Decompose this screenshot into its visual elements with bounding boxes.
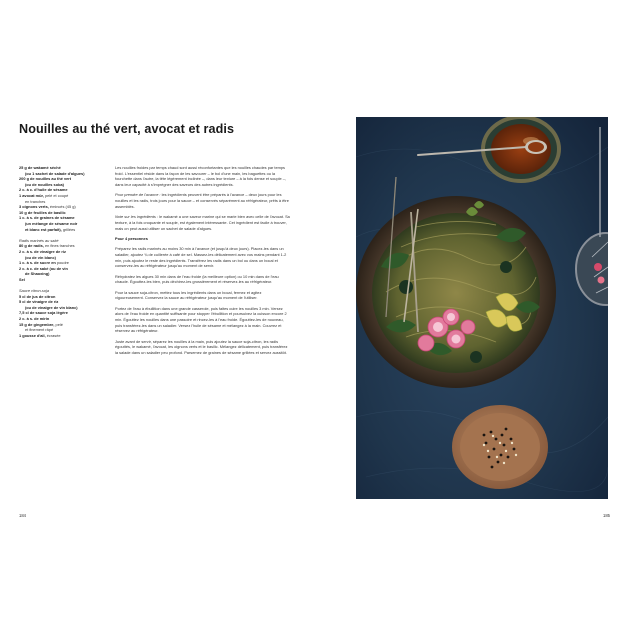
ingredient-name: 5 cl de jus de citron — [19, 293, 56, 299]
ingredient-name: 2 c. à c. d'huile de sésame — [19, 187, 68, 193]
page-number-left: 184 — [19, 513, 26, 518]
method-step: Juste avant de servir, séparez les nouilles à la main, puis ajoutez la sauce soja-citron, les radis égouttés, le wakamé, l'avocat, les oignons verts et le basilic. Mélangez délicatement, puis transférez la salade dans un saladier peu profond. Parsemez de graines de sésame grillées et servez aussitôt. — [115, 338, 288, 356]
note-advance — [115, 192, 291, 209]
ingredient-detail: émincés (45 g) — [48, 204, 76, 210]
ingredient-name: (un mélange de sésame noir — [25, 220, 78, 226]
ingredient-detail: pelé — [54, 321, 63, 327]
ingredient-name: de Shaoxing) — [25, 271, 50, 277]
ingredient-name: 5 cl de vinaigre de riz — [19, 299, 59, 305]
ingredient-name: (ou de vinaigre de vin blanc) — [25, 304, 78, 310]
recipe-title: Nouilles au thé vert, avocat et radis — [19, 122, 235, 136]
note-ingredients-text: le wakamé a une saveur marine qui se marie bien avec celle de l'avocat. Sa texture, à la fois croquante et souple, est également intéressante. Cet ingrédient est facile à trouver, mais on peut aussi utiliser un sachet de salade d'algues. — [115, 214, 290, 231]
sauce-heading: Sauce citron-soja — [19, 288, 50, 294]
ingredient-name: (ou 1 sachet de salade d'algues) — [25, 170, 85, 176]
method-step: Portez de l'eau à ébullition dans une grande casserole, puis faites cuire les nouilles 3 min. Versez alors de l'eau froide en quantité suffisante pour stopper l'ébullition et poursuivez la cuisson encore 2 min. Égouttez les nouilles dans une passoire et rincez-les à l'eau froide. Égouttez-les de nouveau, puis transférez-les dans un saladier. Versez l'huile de sésame et mélangez à la main. Couvrez et réservez au réfrigérateur. — [115, 305, 287, 334]
ingredient-detail: grillées — [61, 226, 76, 232]
ingredient-name: 3 oignons verts, — [19, 204, 49, 210]
note-ingredients — [115, 214, 291, 231]
ingredient-name: 1 gousse d'ail, — [19, 332, 46, 338]
ingredient-detail: en fines tranches — [43, 243, 75, 249]
radis-heading: Radis marinés au saké — [19, 237, 59, 243]
ingredient-name: 15 g de gingembre, — [19, 321, 55, 327]
ingredient-name: 80 g de radis, — [19, 243, 44, 249]
page-number-right: 185 — [603, 513, 610, 518]
ingredient-name: et blanc est parfait), — [25, 226, 62, 232]
ingredients-sauce — [19, 294, 109, 339]
ingredient-list — [19, 165, 109, 338]
ingredient-detail: et finement râpé — [25, 327, 54, 333]
ingredient-name: (ou de vin blanc) — [25, 254, 56, 260]
recipe-body — [115, 165, 291, 360]
ingredient-name: 2 c. à s. de vinaigre de riz — [19, 248, 66, 254]
ingredients-radis — [19, 243, 109, 282]
ingredient-name: (ou de nouilles soba) — [25, 181, 64, 187]
intro-paragraph: Les nouilles froides par temps chaud sont aussi réconfortantes que les nouilles chaudes par temps froid. L'essentiel réside dans la façon de les savourer – le bol d'une main, les baguettes ou la fourchette dans l'autre, la tête légèrement inclinée –, dans leur texture – à la fois dense et souple –, dans leur capacité à s'imprégner des saveurs des autres ingrédients. — [115, 165, 286, 188]
method-step: Réhydratez les algues 30 min dans de l'eau froide (la meilleure option) ou 10 min dans de l'eau chaude. Égouttez-les bien, puis déchirez-les grossièrement et réservez-les au réfrigérateur. — [115, 273, 279, 285]
ingredient-name: 1 c. à s. de sucre en — [19, 260, 56, 266]
note-advance-text: les ingrédients peuvent être préparés à l'avance – deux jours pour les nouilles et les radis, trois jours pour la sauce – et conservés séparément au réfrigérateur, prêts à être assemblés. — [115, 192, 289, 209]
ingredient-name: 7,5 cl de sauce soja légère — [19, 310, 68, 316]
ingredient-name: 10 g de feuilles de basilic — [19, 209, 66, 215]
ingredient-detail: écrasée — [45, 332, 61, 338]
ingredient-detail: poudre — [55, 260, 69, 266]
method-steps — [115, 246, 291, 356]
ingredient-name: Sel — [19, 276, 25, 282]
ingredient-name: 2 c. à s. de mirin — [19, 316, 50, 322]
ingredients-main — [19, 165, 109, 232]
note-advance-label: Pour prendre de l'avance : — [115, 192, 161, 198]
ingredient-name: 2 c. à c. de saké (ou de vin — [19, 265, 68, 271]
ingredient-line — [19, 333, 109, 339]
ingredient-name: 25 g de wakamé séché — [19, 165, 61, 170]
method-step: Préparez les radis marinés au moins 30 min à l'avance (et jusqu'à deux jours). Placez-les dans un saladier, ajoutez ¾ de cuillerée à café de sel. Massez-les délicatement avec vos mains pendant 1-2 min, puis ajoutez le reste des ingrédients. Transférez les radis dans un bol ou dans un bocal et conservez-les au réfrigérateur jusqu'au moment de servir. — [115, 246, 287, 269]
note-ingredients-label: Note sur les ingrédients : — [115, 214, 159, 220]
food-photo — [356, 117, 608, 499]
method-step: Pour la sauce soja-citron, mettez tous les ingrédients dans un bocal, fermez et agitez vigoureusement. Conservez la sauce au réfrigérateur jusqu'au moment de l'utiliser. — [115, 289, 262, 301]
ingredient-name: 1 avocat mûr, — [19, 192, 44, 198]
ingredient-detail: en tranches — [25, 198, 46, 204]
servings: Pour 4 personnes — [115, 235, 148, 241]
ingredient-name: 200 g de nouilles au thé vert — [19, 176, 72, 182]
ingredient-name: 1 c. à s. de graines de sésame — [19, 215, 75, 221]
ingredient-detail: pelé et coupé — [43, 192, 69, 198]
